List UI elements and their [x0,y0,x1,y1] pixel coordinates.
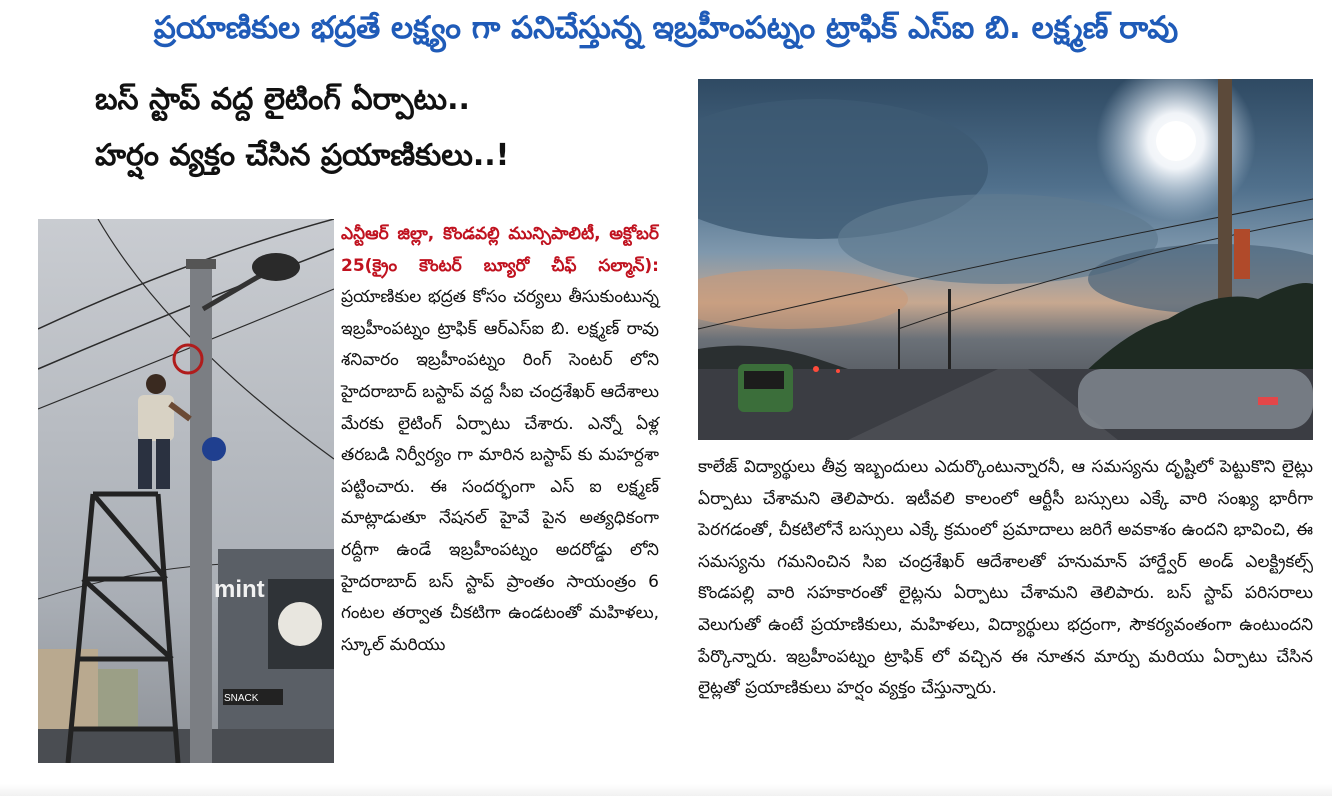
photo-lighting-installation [38,219,334,763]
subheadline-2: హర్షం వ్యక్తం చేసిన ప్రయాణికులు..! [95,138,510,173]
photo-bus-stop-lights [698,79,1313,440]
main-headline: ప్రయాణికుల భద్రతే లక్ష్యం గా పనిచేస్తున్న ఇబ్రహీంపట్నం ట్రాఫిక్ ఎస్ఐ బి. లక్ష్మణ్ రావు [153,9,1179,46]
article-dateline: ఎన్టీఆర్ జిల్లా, కొండవల్లి మున్సిపాలిటీ, అక్టోబర్ 25(క్రైం కౌంటర్ బ్యూరో చీఫ్ సల్మాన్): [341,224,659,276]
article-column-2: కాలేజ్ విద్యార్థులు తీవ్ర ఇబ్బందులు ఎదుర్కొంటున్నారనీ, ఆ సమస్యను దృష్టిలో పెట్టుకొని లైట్లు ఏర్పాటు చేశామని తెలిపారు. ఇటీవలి కాలంలో ఆర్టీసీ బస్సులు ఎక్కే వారి సంఖ్య భారీగా పెరగడంతో, చీకటిలోనే బస్సులు ఎక్కే క్రమంలో ప్రమాదాలు జరిగే అవకాశం ఉందని భావించి, ఈ సమస్యను గమనించిన సిఐ చంద్రశేఖర్ ఆదేశాలతో హనుమాన్ హార్డ్వేర్ అండ్ ఎలక్ట్రికల్స్ కొండపల్లి వారి సహకారంతో లైట్లను ఏర్పాటు చేశామని తెలిపారు. బస్ స్టాప్ పరిసరాలు వెలుగుతో ఉంటే ప్రయాణికులు, మహిళలు, విద్యార్థులు భద్రంగా, సౌకర్యవంతంగా ఉంటుందని పేర్కొన్నారు. ఇబ్రహీంపట్నం ట్రాఫిక్ లో వచ్చిన ఈ నూతన మార్పు మరియు ఏర్పాటు చేసిన లైట్లతో ప్రయాణికులు హర్షం వ్యక్తం చేస్తున్నారు. [698,457,1313,699]
page-bottom-edge [0,784,1332,796]
subheadline-1: బస్ స్టాప్ వద్ద లైటింగ్ ఏర్పాటు.. [95,82,470,117]
svg-text:mint: mint [214,576,265,603]
article-column-1 [341,219,659,661]
svg-text:SNACK: SNACK [224,693,259,704]
headline-banner [0,0,1332,62]
article-column1-text: ప్రయాణికుల భద్రత కోసం చర్యలు తీసుకుంటున్న ఇబ్రహీంపట్నం ట్రాఫిక్ ఆర్ఎస్ఐ బి. లక్ష్మణ్ రావు శనివారం ఇబ్రహీంపట్నం రింగ్ సెంటర్ లోని హైదరాబాద్ బస్టాప్ వద్ద సీఐ చంద్రశేఖర్ ఆదేశాలు మేరకు లైటింగ్ ఏర్పాటు చేశారు. ఎన్నో ఏళ్ల తరబడి నిర్వీర్యం గా మారిన బస్టాప్ కు మహర్దశా పట్టించారు. ఈ సందర్భంగా ఎస్ ఐ లక్ష్మణ్ మాట్లాడుతూ నేషనల్ హైవే పైన అత్యధికంగా రద్దీగా ఉండే ఇబ్రహీంపట్నం అదరోడ్డు లోని హైదరాబాద్ బస్ స్టాప్ ప్రాంతం సాయంత్రం 6 గంటల తర్వాత చీకటిగా ఉండటంతో మహిళలు, స్కూల్ మరియు [341,287,659,655]
